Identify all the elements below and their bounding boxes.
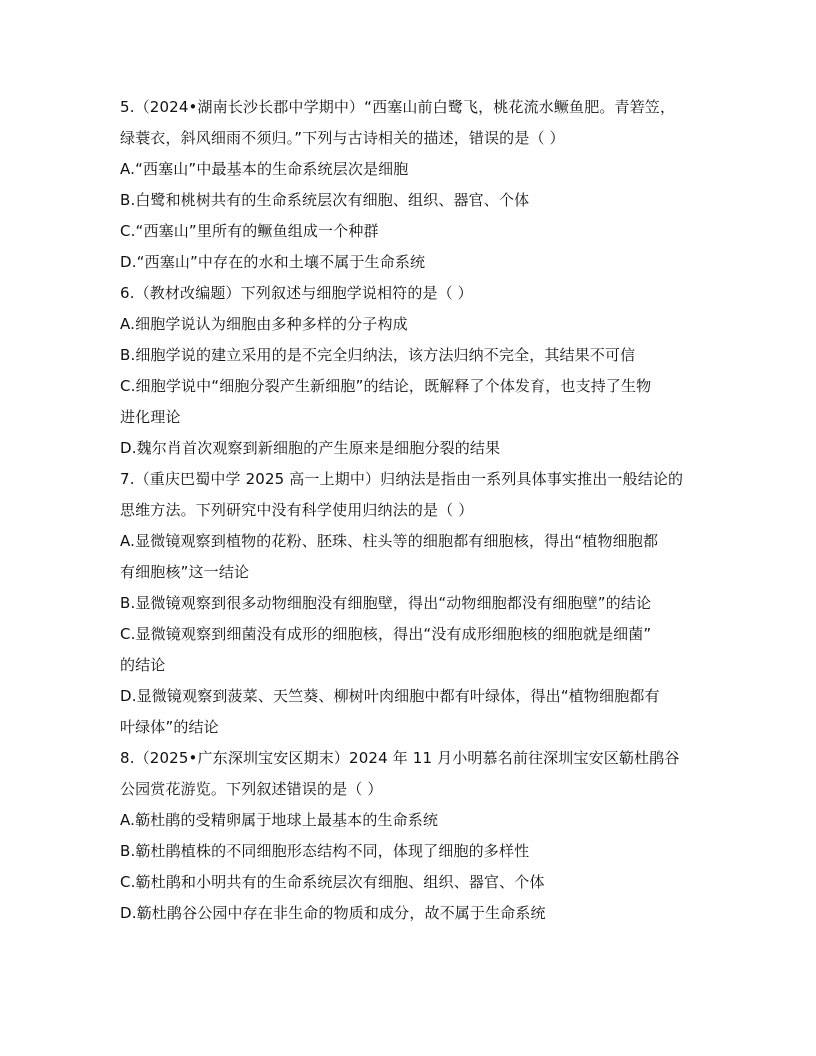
option-a: A.“西塞山”中最基本的生命系统层次是细胞 — [120, 160, 409, 178]
option-a: A.显微镜观察到植物的花粉、胚珠、柱头等的细胞都有细胞核，得出“植物细胞都 — [120, 532, 659, 550]
option-b: B.细胞学说的建立采用的是不完全归纳法，该方法归纳不完全，其结果不可信 — [120, 346, 636, 364]
option-a-continued: 有细胞核”这一结论 — [120, 563, 250, 581]
option-d: D.魏尔肖首次观察到新细胞的产生原来是细胞分裂的结果 — [120, 439, 501, 457]
option-c: C.细胞学说中“细胞分裂产生新细胞”的结论，既解释了个体发育，也支持了生物 — [120, 377, 652, 395]
question-stem-line: 6.（教材改编题）下列叙述与细胞学说相符的是（ ） — [120, 284, 473, 302]
option-b: B.显微镜观察到很多动物细胞没有细胞壁，得出“动物细胞都没有细胞壁”的结论 — [120, 594, 652, 612]
question-stem-line: 5.（2024•湖南长沙长郡中学期中）“西塞山前白鹭飞，桃花流水鳜鱼肥。青箬笠， — [120, 98, 676, 116]
option-c-continued: 进化理论 — [120, 408, 181, 426]
option-a: A.簕杜鹃的受精卵属于地球上最基本的生命系统 — [120, 811, 439, 829]
question-stem-line: 绿蓑衣，斜风细雨不须归。”下列与古诗相关的描述，错误的是（ ） — [120, 129, 565, 147]
option-c: C.簕杜鹃和小明共有的生命系统层次有细胞、组织、器官、个体 — [120, 873, 545, 891]
option-d: D.“西塞山”中存在的水和土壤不属于生命系统 — [120, 253, 426, 271]
option-d-continued: 叶绿体”的结论 — [120, 718, 219, 736]
question-6 — [120, 278, 698, 464]
option-b: B.簕杜鹃植株的不同细胞形态结构不同，体现了细胞的多样性 — [120, 842, 530, 860]
question-stem-line: 公园赏花游览。下列叙述错误的是（ ） — [120, 780, 383, 798]
option-c: C.“西塞山”里所有的鳜鱼组成一个种群 — [120, 222, 379, 240]
option-c-continued: 的结论 — [120, 656, 166, 674]
question-7 — [120, 464, 698, 743]
option-a: A.细胞学说认为细胞由多种多样的分子构成 — [120, 315, 408, 333]
question-stem-line: 思维方法。下列研究中没有科学使用归纳法的是（ ） — [120, 501, 474, 519]
question-stem-line: 7.（重庆巴蜀中学 2025 高一上期中）归纳法是指由一系列具体事实推出一般结论的 — [120, 470, 684, 488]
document-page — [120, 92, 698, 929]
question-8 — [120, 743, 698, 929]
option-c: C.显微镜观察到细菌没有成形的细胞核，得出“没有成形细胞核的细胞就是细菌” — [120, 625, 652, 643]
question-5 — [120, 92, 698, 278]
question-stem-line: 8.（2025•广东深圳宝安区期末）2024 年 11 月小明慕名前往深圳宝安区簕杜鹃谷 — [120, 749, 680, 767]
option-d: D.簕杜鹃谷公园中存在非生命的物质和成分，故不属于生命系统 — [120, 904, 546, 922]
option-b: B.白鹭和桃树共有的生命系统层次有细胞、组织、器官、个体 — [120, 191, 530, 209]
option-d: D.显微镜观察到菠菜、天竺葵、柳树叶肉细胞中都有叶绿体，得出“植物细胞都有 — [120, 687, 660, 705]
